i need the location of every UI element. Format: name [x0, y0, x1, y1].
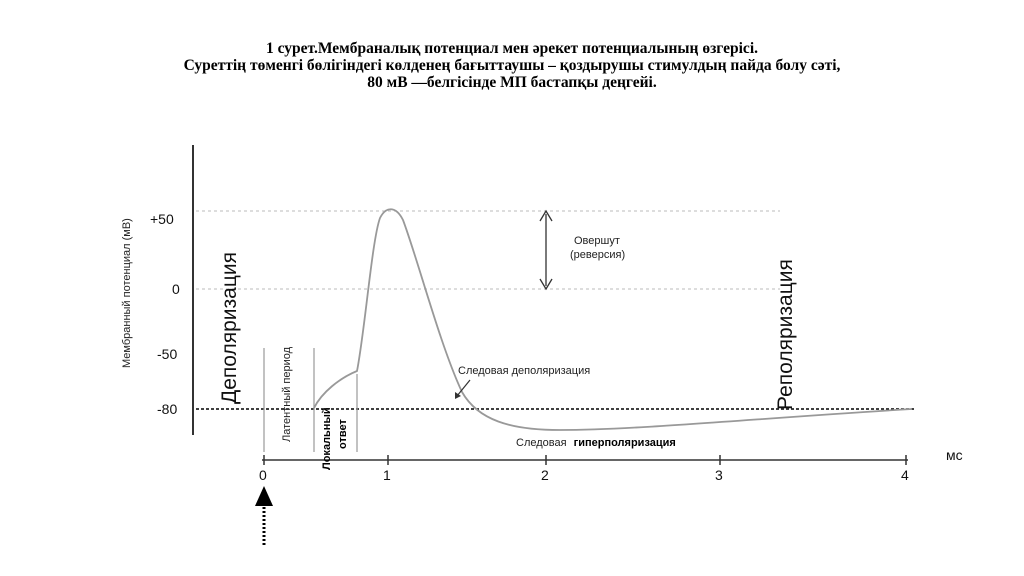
xtick-1: 1: [383, 467, 391, 483]
overshoot-label-1: Овершут: [574, 235, 620, 247]
ytick-zero: 0: [172, 281, 180, 297]
caption-line-2: Суреттің төменгі бөлігіндегі көлденең бағыттаушы – қоздырушы стимулдың пайда болу сәті,: [183, 57, 841, 74]
trace-hyperpolarization-label: [516, 437, 676, 449]
local-response-label-2: ответ: [337, 419, 349, 449]
xtick-2: 2: [541, 467, 549, 483]
stimulus-arrow-head: [255, 486, 273, 506]
local-response-label-1: Локальный: [321, 407, 333, 470]
caption-line-1: 1 сурет.Мембраналық потенциал мен әрекет потенциалының өзгерісі.: [266, 40, 758, 57]
xtick-0: 0: [259, 467, 267, 483]
latent-period-label: Латентный период: [281, 346, 293, 442]
trace-depolarization-label: Следовая деполяризация: [458, 365, 591, 377]
ytick-plus50: +50: [150, 211, 174, 227]
depolarization-label: Деполяризация: [218, 252, 241, 404]
ytick-minus80: -80: [157, 401, 178, 417]
x-unit-label: мс: [946, 447, 963, 463]
repolarization-label: Реполяризация: [774, 259, 797, 410]
caption-line-3: 80 мВ —белгісінде МП бастапқы деңгейі.: [367, 74, 657, 91]
xtick-4: 4: [901, 467, 909, 483]
xtick-3: 3: [715, 467, 723, 483]
trace-hyper-bold: гиперполяризация: [573, 437, 676, 449]
y-axis-label: Мембранный потенциал (мВ): [121, 218, 133, 368]
ytick-minus50: -50: [157, 346, 178, 362]
overshoot-label-2: (реверсия): [570, 249, 626, 261]
trace-hyper-prefix: Следовая: [516, 437, 567, 449]
